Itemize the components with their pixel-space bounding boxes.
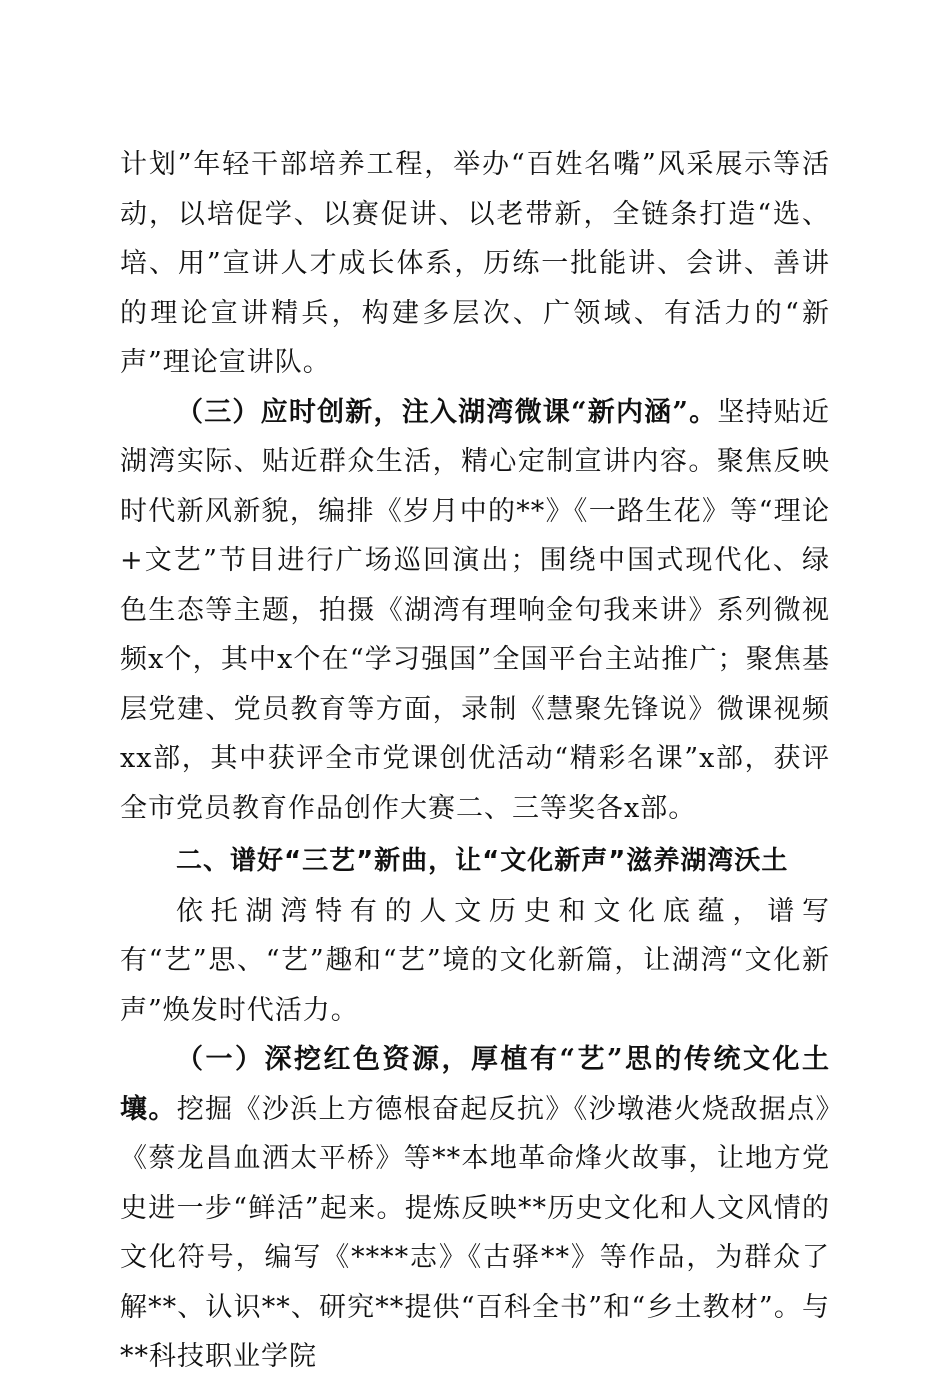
section-subheading: （一）深挖红色资源，厚植有“艺”思的传统文化土壤。	[120, 1044, 830, 1125]
paragraph-text: 依托湖湾特有的人文历史和文化底蕴，谱写有“艺”思、“艺”趣和“艺”境的文化新篇，让湖湾“文化新声”焕发时代活力。	[120, 895, 830, 1026]
document-body	[120, 140, 830, 1382]
paragraph-intro	[120, 887, 830, 1036]
paragraph-text: 坚持贴近湖湾实际、贴近群众生活，精心定制宣讲内容。聚焦反映时代新风新貌，编排《岁月中的**》《一路生花》等“理论+文艺”节目进行广场巡回演出；围绕中国式现代化、绿色生态等主题，拍摄《湖湾有理响金句我来讲》系列微视频x个，其中x个在“学习强国”全国平台主站推广；聚焦基层党建、党员教育等方面，录制《慧聚先锋说》微课视频xx部，其中获评全市党课创优活动“精彩名课”x部，获评全市党员教育作品创作大赛二、三等奖各x部。	[120, 396, 831, 824]
section-heading-two: 二、谱好“三艺”新曲，让“文化新声”滋养湖湾沃土	[176, 846, 789, 876]
paragraph-text: 计划”年轻干部培养工程，举办“百姓名嘴”风采展示等活动，以培促学、以赛促讲、以老带新，全链条打造“选、培、用”宣讲人才成长体系，历练一批能讲、会讲、善讲的理论宣讲精兵，构建多层次、广领域、有活力的“新声”理论宣讲队。	[120, 149, 830, 378]
paragraph-text: 挖掘《沙浜上方德根奋起反抗》《沙墩港火烧敌据点》《蔡龙昌血洒太平桥》等**本地革命烽火故事，让地方党史进一步“鲜活”起来。提炼反映**历史文化和人文风情的文化符号，编写《****志》《古驿**》等作品，为群众了解**、认识**、研究**提供“百科全书”和“乡土教材”。与**科技职业学院	[120, 1093, 831, 1372]
paragraph-section-one	[120, 1035, 830, 1382]
paragraph-section-three	[120, 388, 830, 834]
section-subheading: （三）应时创新，注入湖湾微课“新内涵”。	[176, 396, 718, 428]
paragraph-continuation	[120, 140, 830, 388]
